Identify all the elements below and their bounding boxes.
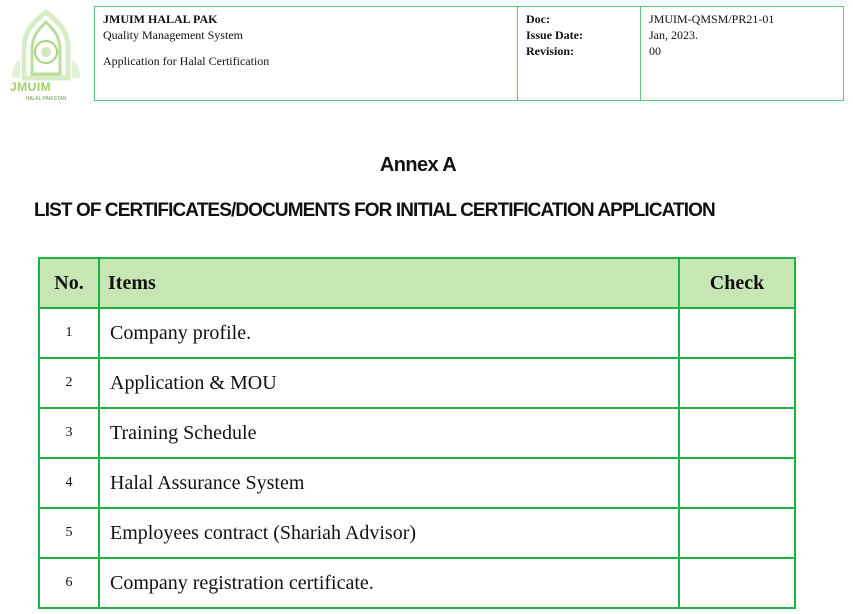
table-header-row [39,258,795,308]
row-number: 2 [39,358,99,408]
header-check: Check [679,258,795,308]
table-row [39,508,795,558]
mosque-emblem-icon [4,8,88,88]
row-number: 3 [39,408,99,458]
row-item: Application & MOU [99,358,679,408]
row-item: Halal Assurance System [99,458,679,508]
doc-value: JMUIM-QMSM/PR21-01 [649,12,775,26]
row-number: 6 [39,558,99,608]
issue-date-label: Issue Date: [526,28,583,42]
logo-subtext: HALAL PAKISTAN [25,96,67,102]
row-check-cell[interactable] [679,358,795,408]
row-item: Company profile. [99,308,679,358]
brand-name: JMUIM HALAL PAK [103,12,218,26]
table-row [39,458,795,508]
doc-label: Doc: [526,12,550,26]
row-number: 4 [39,458,99,508]
list-title: LIST OF CERTIFICATES/DOCUMENTS FOR INITIAL CERTIFICATION APPLICATION [34,200,715,221]
header-items: Items [99,258,679,308]
header-values-cell [641,7,844,101]
annex-title: Annex A [379,154,457,176]
row-check-cell[interactable] [679,558,795,608]
system-name: Quality Management System [103,28,243,42]
row-number: 1 [39,308,99,358]
header-title-cell [95,7,518,101]
issue-date-value: Jan, 2023. [649,28,698,42]
row-number: 5 [39,508,99,558]
table-row [39,358,795,408]
header-labels-cell [518,7,641,101]
table-row [39,308,795,358]
document-header [94,6,844,101]
row-item: Training Schedule [99,408,679,458]
row-check-cell[interactable] [679,308,795,358]
documents-table [38,257,796,609]
revision-value: 00 [649,44,661,58]
row-check-cell[interactable] [679,458,795,508]
revision-label: Revision: [526,44,574,58]
company-logo [4,8,88,104]
row-check-cell[interactable] [679,508,795,558]
row-item: Company registration certificate. [99,558,679,608]
header-no: No. [39,258,99,308]
table-row [39,408,795,458]
row-item: Employees contract (Shariah Advisor) [99,508,679,558]
row-check-cell[interactable] [679,408,795,458]
table-row [39,558,795,608]
application-name: Application for Halal Certification [103,54,270,68]
logo-text: JMUIM [10,80,52,94]
